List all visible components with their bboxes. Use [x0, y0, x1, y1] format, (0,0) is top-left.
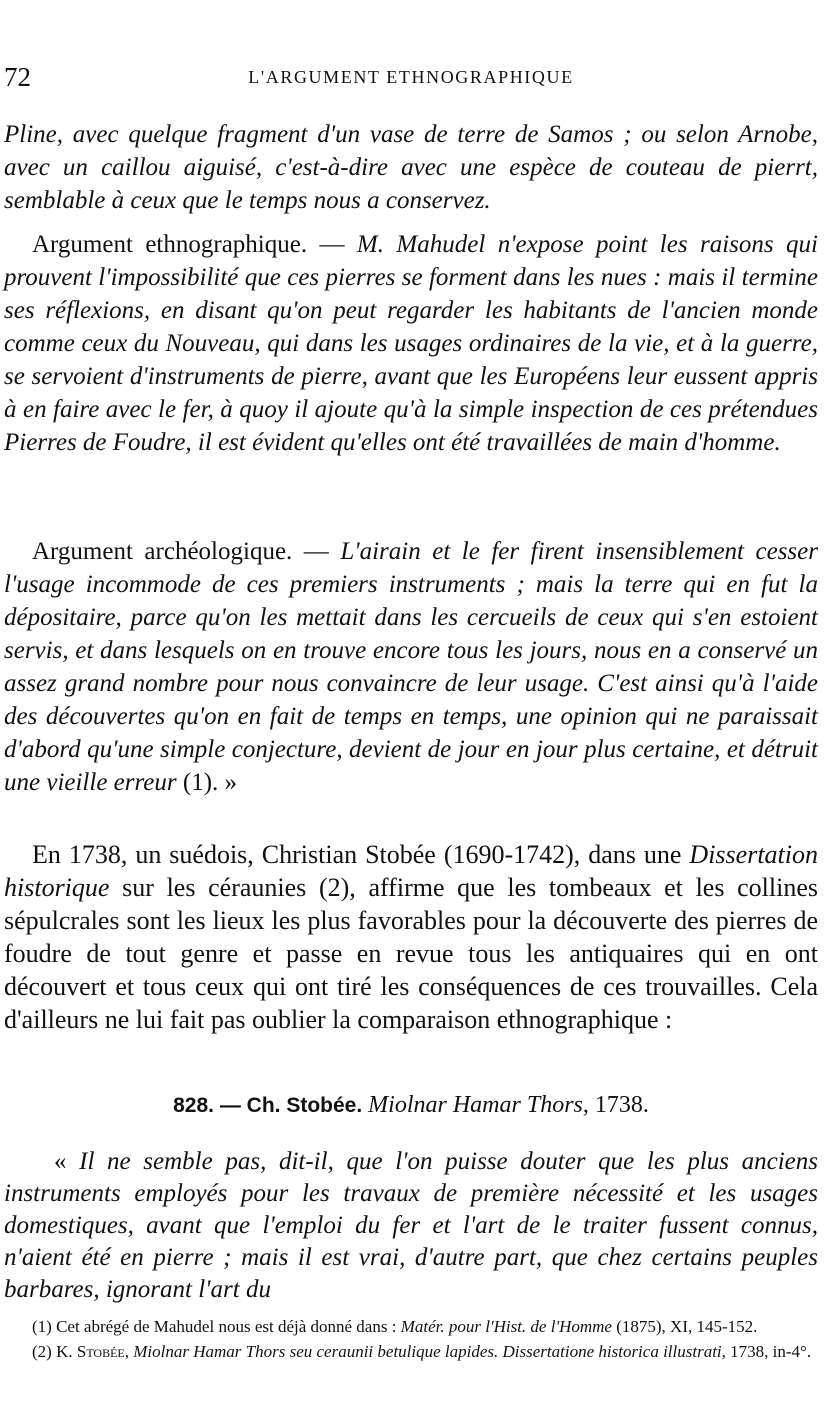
footnote-title: Matér. pour l'Hist. de l'Homme: [400, 1317, 612, 1336]
page-header: [4, 62, 818, 96]
footnote-1: [4, 1316, 818, 1338]
page-number: 72: [4, 62, 31, 92]
paragraph-pline: Pline, avec quelque fragment d'un vase de terre de Samos ; ou selon Arnobe, avec un caillou aiguisé, c'est-à-dire avec une espèce de couteau de pierrt, semblable à ceux que le temps nous a conservez.: [4, 121, 818, 214]
footnote-text: (2) K.: [32, 1342, 77, 1361]
section-lead: Argument archéologique. —: [32, 538, 329, 565]
caption-title: Miolnar Hamar Thors,: [368, 1092, 589, 1118]
work-title: Dissertation historique: [4, 840, 818, 902]
footnote-title: Miolnar Hamar Thors seu ceraunii betulique lapides. Dissertatione historica illustrati,: [133, 1342, 726, 1361]
footnote-text: (1) Cet abrégé de Mahudel nous est déjà donné dans :: [32, 1317, 401, 1336]
figure-caption: [4, 1090, 818, 1121]
running-title: L'ARGUMENT ETHNOGRAPHIQUE: [248, 67, 574, 87]
caption-number: 828. — Ch. Stobée.: [173, 1094, 363, 1117]
paragraph-text: sur les céraunies (2), affirme que les tombeaux et les collines sépulcrales sont les lieux les plus favorables pour la découverte des pierres de foudre de tout genre et passe en revue tous les antiquaires qui en ont découvert et tous ceux qui ont tiré les conséquences de ces trouvailles. Cela d'ailleurs ne lui fait pas oublier la comparaison ethnographique :: [4, 873, 818, 1034]
footnote-2: [4, 1341, 818, 1363]
section-lead: Argument ethnographique. —: [32, 231, 345, 258]
quote-text: Il ne semble pas, dit-il, que l'on puisse douter que les plus anciens instruments employés pour les travaux de première nécessité et les usages domestiques, avant que l'emploi du fer et l'art de le traiter fussent connus, n'aient été en pierre ; mais il est vrai, d'autre part, que chez certains peuples barbares, ignorant l'art du: [4, 1148, 818, 1303]
quote-open: «: [54, 1148, 80, 1175]
footnote-text: 1738, in-4°.: [725, 1342, 812, 1361]
footnote-ref: (1).: [182, 769, 219, 796]
paragraph-argument-ethnographique: [4, 228, 818, 459]
footnote-author: Stobée,: [76, 1342, 130, 1361]
quote-close: »: [218, 769, 238, 796]
paragraph-body: M. Mahudel n'expose point les raisons qui prouvent l'impossibilité que ces pierres se forment dans les nues : mais il termine ses réflexions, en disant qu'on peut regarder les habitants de l'ancien monde comme ceux du Nouveau, qui dans les usages ordinaires de la vie, et à la guerre, se servoient d'instruments de pierre, avant que les Européens leur eussent appris à en faire avec le fer, à quoy il ajoute qu'à la simple inspection de ces prétendues Pierres de Foudre, il est évident qu'elles ont été travaillées de main d'homme.: [4, 231, 818, 456]
paragraph-text: En 1738, un suédois, Christian Stobée (1690-1742), dans une: [32, 840, 690, 869]
paragraph-argument-archeologique: [4, 535, 818, 799]
caption-year: 1738.: [594, 1092, 649, 1118]
footnotes: [4, 1316, 818, 1366]
paragraph-body: L'airain et le fer firent insensiblement cesser l'usage incommode de ces premiers instruments ; mais la terre qui en fut la dépositaire, parce qu'on les mettait dans les cercueils de ceux qui s'en estoient servis, et dans lesquels on en trouve encore tous les jours, nous en a conservé un assez grand nombre pour nous convaincre de leur usage. C'est ainsi qu'à l'aide des découvertes qu'on en fait de temps en temps, une opinion qui ne paraissait d'abord qu'une simple conjecture, devient de jour en jour plus certaine, et détruit une vieille erreur: [4, 538, 818, 796]
quotation: [4, 1146, 818, 1306]
footnote-text: (1875), XI, 145-152.: [611, 1317, 758, 1336]
paragraph-stobee: [4, 838, 818, 1036]
